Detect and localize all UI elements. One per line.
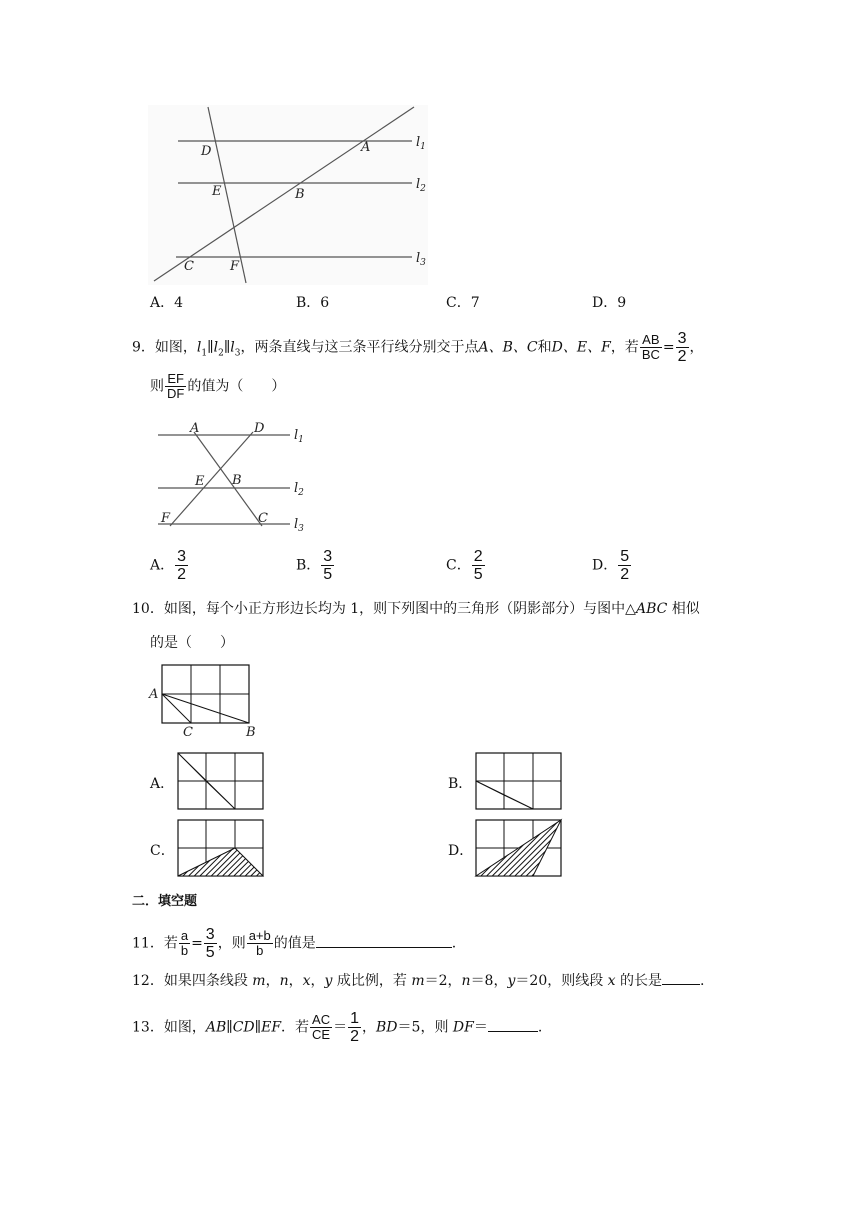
q13-answer-blank[interactable] xyxy=(488,1019,538,1032)
q13-f2n: 1 xyxy=(350,1010,360,1027)
q9-option-d-den: 2 xyxy=(620,566,630,583)
section-title-fill-in: 二．填空题 xyxy=(132,894,198,909)
q9-option-d[interactable] xyxy=(592,548,632,583)
q13-p1: ∥ xyxy=(226,1019,233,1036)
q8-option-d-letter: D． xyxy=(592,295,618,311)
q9-option-a-num: 3 xyxy=(177,548,187,565)
q8-option-c-letter: C． xyxy=(446,295,471,311)
q9-option-b-letter: B． xyxy=(296,557,321,574)
q10-figure xyxy=(146,660,266,740)
q13-f1n: AC xyxy=(312,1012,331,1027)
q9-option-c-den: 5 xyxy=(473,566,483,583)
q11-eq: = xyxy=(191,935,203,952)
q9-label-b: B xyxy=(232,473,242,488)
q9-option-b-den: 5 xyxy=(323,566,333,583)
q13-t4: ＝5，则 xyxy=(397,1019,453,1036)
q9-option-d-letter: D． xyxy=(592,557,618,574)
q8-label-f: F xyxy=(230,259,240,274)
q10-segment-ab xyxy=(162,694,249,723)
q12-c2: ， xyxy=(288,973,303,989)
q10-c-shaded-triangle xyxy=(178,848,263,876)
q12-m: m xyxy=(252,973,266,989)
q9-option-c[interactable] xyxy=(446,548,486,583)
q9-option-b-num: 3 xyxy=(323,548,333,565)
q8-figure xyxy=(148,105,438,290)
q12-c1: ， xyxy=(265,973,280,989)
q9-frac2-den: 2 xyxy=(677,348,687,365)
q9-frac-3-2 xyxy=(676,330,689,365)
q11-mid: ，则 xyxy=(217,935,246,952)
q9-option-a-frac xyxy=(175,548,188,583)
q12-end: . xyxy=(700,973,705,989)
q9-frac1-den: BC xyxy=(641,347,660,362)
q9-label-c: C xyxy=(258,511,268,526)
q8-label-a: A xyxy=(361,140,371,155)
q10-option-c-label[interactable]: C． xyxy=(150,843,175,859)
q13-frac-ac-ce xyxy=(310,1013,332,1042)
q10-option-d-figure[interactable] xyxy=(475,819,563,879)
q10-label-b: B xyxy=(246,725,256,740)
q10-option-a-figure[interactable] xyxy=(177,752,265,812)
q12-number: 12． xyxy=(132,973,164,989)
q8-option-c-value: 7 xyxy=(470,295,480,311)
q9-s2: 2 xyxy=(218,348,224,359)
q10-number: 10． xyxy=(132,601,164,617)
q12-answer-blank[interactable] xyxy=(662,972,700,985)
q12-m2: m xyxy=(411,973,425,989)
q9-l3: l xyxy=(230,339,235,356)
q11-f3n: a+b xyxy=(248,928,271,943)
q11-frac-a-b xyxy=(179,929,190,958)
q9-stem-line1 xyxy=(132,330,704,365)
q10-option-d-label[interactable]: D． xyxy=(448,843,474,859)
q11-frac-3-5 xyxy=(204,926,217,961)
q9-s3: 3 xyxy=(234,348,241,359)
q9-label-l2: $l_2$ xyxy=(294,481,304,498)
q13-df: DF xyxy=(452,1019,474,1036)
q8-option-b-value: 6 xyxy=(320,295,330,311)
q9-text1: 如图， xyxy=(154,339,197,356)
q8-option-a-letter: A． xyxy=(150,295,175,311)
q11-f1d: b xyxy=(180,943,189,958)
q11-post: 的值是 xyxy=(273,935,316,952)
q11-number: 11． xyxy=(132,935,164,952)
q8-option-c[interactable] xyxy=(446,292,480,312)
q9-number: 9． xyxy=(132,339,155,356)
q13-p2: ∥ xyxy=(254,1019,262,1036)
q11-stem xyxy=(132,926,456,961)
q9-label-f: F xyxy=(161,511,171,526)
q9-label-a: A xyxy=(190,421,200,436)
q13-cd: CD xyxy=(232,1019,255,1036)
q9-frac1-num: AB xyxy=(642,332,660,347)
q12-v3: ＝20，则线段 xyxy=(515,973,608,989)
q10-option-b-figure[interactable] xyxy=(475,752,563,812)
q9-label-e: E xyxy=(195,474,205,489)
q12-v1: ＝2， xyxy=(424,973,462,989)
q8-option-b-letter: B． xyxy=(296,295,321,311)
q9-line2-post: 的值为（ ） xyxy=(187,378,286,395)
q13-number: 13． xyxy=(132,1019,164,1036)
q9-text3: 和 xyxy=(537,339,552,356)
q10-label-a: A xyxy=(149,687,159,702)
q9-label-d: D xyxy=(254,421,265,436)
q13-f2d: 2 xyxy=(350,1028,360,1045)
q13-stem xyxy=(132,1010,542,1045)
q12-x2: x xyxy=(607,973,616,989)
q9-l2: l xyxy=(213,339,219,356)
q11-f1n: a xyxy=(180,928,189,943)
q12-x: x xyxy=(302,973,311,989)
q12-stem xyxy=(132,970,704,990)
q12-n: n xyxy=(279,973,289,989)
q10-stem-line2: 的是（ ） xyxy=(150,635,234,651)
q9-frac-ab-bc xyxy=(640,333,662,362)
q8-label-c: C xyxy=(184,259,194,274)
q12-t3: 的长是 xyxy=(615,973,663,989)
q9-option-d-frac xyxy=(618,548,631,583)
q10-tri: ABC xyxy=(635,601,668,617)
q9-option-b[interactable] xyxy=(296,548,335,583)
q9-l1: l xyxy=(196,339,202,356)
q9-option-a[interactable] xyxy=(150,548,189,583)
q9-eq: = xyxy=(662,339,675,356)
q9-label-l1: $l_1$ xyxy=(294,428,304,445)
q12-y: y xyxy=(324,973,333,989)
q13-bd: BD xyxy=(376,1019,398,1036)
q9-frac2-num: 3 xyxy=(677,330,687,347)
q9-comma: ， xyxy=(689,339,704,356)
q9-pts2: D、E、F xyxy=(551,339,611,356)
q13-ef: EF xyxy=(261,1019,282,1036)
q9-text2: ，两条直线与这三条平行线分别交于点 xyxy=(240,339,479,356)
q9-option-a-den: 2 xyxy=(177,566,187,583)
q10-option-b-label[interactable]: B． xyxy=(448,776,473,792)
q8-label-l3: $l_3$ xyxy=(416,251,426,268)
q8-option-a-value: 4 xyxy=(174,295,184,311)
q9-frac3-num: EF xyxy=(167,371,184,386)
q9-option-c-letter: C． xyxy=(446,557,471,574)
q9-option-c-num: 2 xyxy=(473,548,483,565)
q10-option-c-figure[interactable] xyxy=(177,819,265,879)
q13-frac-1-2 xyxy=(348,1010,361,1045)
q8-label-b: B xyxy=(295,187,305,202)
q12-t1: 如果四条线段 xyxy=(163,973,253,989)
q9-label-l3: $l_3$ xyxy=(294,517,304,534)
q12-c3: ， xyxy=(310,973,325,989)
q10-text2: 相似 xyxy=(667,601,700,617)
q8-option-a[interactable] xyxy=(150,292,183,312)
q9-text4: ，若 xyxy=(610,339,639,356)
q8-label-l1: $l_1$ xyxy=(416,135,426,152)
q10-label-c: C xyxy=(183,725,193,740)
q12-n2: n xyxy=(461,973,471,989)
q9-option-c-frac xyxy=(472,548,485,583)
q11-f3d: b xyxy=(256,943,264,958)
q9-option-a-letter: A． xyxy=(150,557,175,574)
q13-ab: AB xyxy=(205,1019,227,1036)
q10-stem-line1 xyxy=(132,598,700,618)
q13-t5: ＝ xyxy=(473,1019,488,1036)
q8-option-d[interactable] xyxy=(592,292,626,312)
q12-y2: y xyxy=(507,973,516,989)
q9-pts1: A、B、C xyxy=(478,339,538,356)
q9-frac3-den: DF xyxy=(167,386,185,401)
q9-stem-line2 xyxy=(150,372,285,401)
q13-f1d: CE xyxy=(312,1027,331,1042)
q13-eq: ＝ xyxy=(333,1019,348,1036)
q8-option-d-value: 9 xyxy=(617,295,627,311)
q8-option-b[interactable] xyxy=(296,292,329,312)
q13-t3: ， xyxy=(362,1019,377,1036)
q11-f2n: 3 xyxy=(205,926,215,943)
q9-figure xyxy=(150,418,320,533)
q10-text1: 如图，每个小正方形边长均为 1，则下列图中的三角形（阴影部分）与图中△ xyxy=(163,601,636,617)
q9-par1: ∥ xyxy=(207,339,214,356)
q8-label-l2: $l_2$ xyxy=(416,177,426,194)
q8-label-e: E xyxy=(212,184,222,199)
q10-option-a-label[interactable]: A． xyxy=(150,776,175,792)
q11-end: . xyxy=(451,935,457,952)
q11-pre: 若 xyxy=(163,935,178,952)
q9-option-d-num: 5 xyxy=(620,548,630,565)
q9-line2-pre: 则 xyxy=(150,378,164,395)
q12-v2: ＝8， xyxy=(470,973,508,989)
q9-s1: 1 xyxy=(201,348,208,359)
q8-figure-background xyxy=(148,105,428,285)
q13-t2: ．若 xyxy=(281,1019,310,1036)
q13-t1: 如图， xyxy=(163,1019,206,1036)
q9-option-b-frac xyxy=(321,548,334,583)
q9-par2: ∥ xyxy=(223,339,231,356)
q12-t2: 成比例，若 xyxy=(332,973,412,989)
q11-answer-blank[interactable] xyxy=(316,935,452,948)
q11-f2d: 5 xyxy=(205,944,215,961)
q13-end: . xyxy=(537,1019,543,1036)
q11-frac-apb-b xyxy=(247,929,273,958)
q9-frac-ef-df xyxy=(165,372,186,401)
q8-label-d: D xyxy=(201,144,212,159)
